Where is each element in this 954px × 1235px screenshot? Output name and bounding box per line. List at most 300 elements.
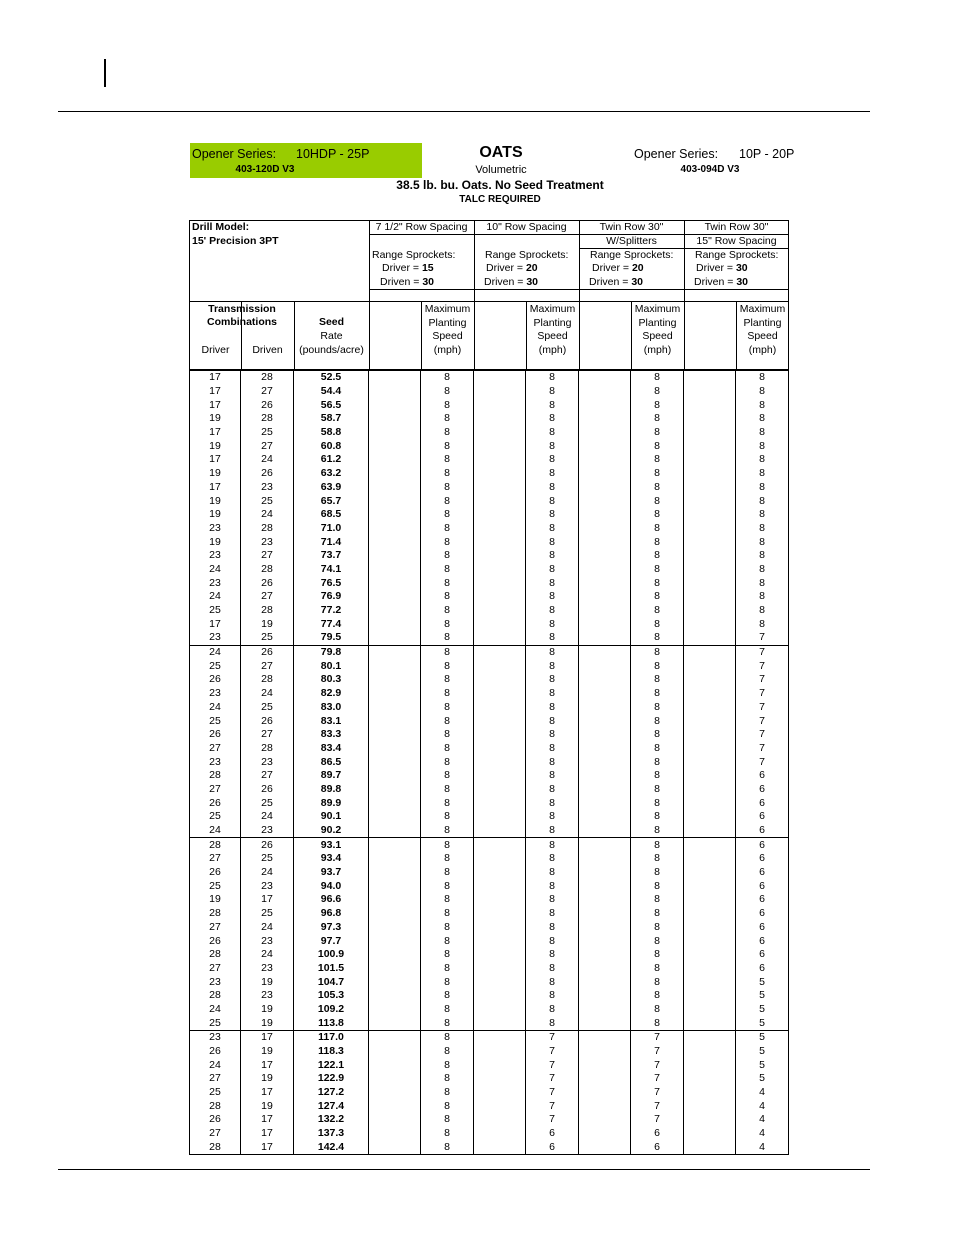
max-speed-twin-splitters-cell: 8 <box>631 467 684 481</box>
max-speed-7-5-cell: 8 <box>421 645 474 659</box>
empty-cell <box>474 1086 526 1100</box>
table-row <box>190 617 789 631</box>
max-speed-twin-splitters-cell: 7 <box>631 1045 684 1059</box>
table-row <box>190 796 789 810</box>
driver-cell: 19 <box>190 439 241 453</box>
left-opener-value: 10HDP - 25P <box>296 147 370 161</box>
max-speed-7-5-cell: 8 <box>421 439 474 453</box>
max-speed-10-cell: 8 <box>526 687 579 701</box>
driver-cell: 24 <box>190 590 241 604</box>
empty-cell <box>474 385 526 399</box>
empty-cell <box>684 1031 736 1045</box>
max-speed-twin-15-cell: 8 <box>736 385 789 399</box>
driven-cell: 24 <box>241 453 294 467</box>
table-row <box>190 1086 789 1100</box>
max-speed-twin-splitters-cell: 8 <box>631 604 684 618</box>
empty-cell <box>369 371 421 385</box>
empty-cell <box>579 714 631 728</box>
empty-cell <box>474 893 526 907</box>
max-speed-twin-15-cell: 6 <box>736 934 789 948</box>
max-speed-header-4-line-4: (mph) <box>748 343 777 356</box>
empty-cell <box>684 617 736 631</box>
max-speed-twin-15-cell: 6 <box>736 838 789 852</box>
driver-cell: 17 <box>190 453 241 467</box>
driver-cell: 17 <box>190 385 241 399</box>
empty-cell <box>684 453 736 467</box>
empty-cell <box>684 893 736 907</box>
empty-cell <box>369 385 421 399</box>
max-speed-10-cell: 8 <box>526 563 579 577</box>
max-speed-10-cell: 8 <box>526 701 579 715</box>
seed-rate-cell: 63.9 <box>294 481 369 495</box>
max-speed-twin-15-cell: 6 <box>736 893 789 907</box>
right-opener-label: Opener Series: <box>634 147 719 161</box>
seed-rate-cell: 93.7 <box>294 866 369 880</box>
max-speed-7-5-cell: 8 <box>421 426 474 440</box>
empty-cell <box>369 934 421 948</box>
max-speed-twin-15-cell: 6 <box>736 866 789 880</box>
driver-cell: 26 <box>190 866 241 880</box>
spacing-sub-3: W/Splitters <box>606 235 657 247</box>
driven-cell: 25 <box>241 907 294 921</box>
table-row <box>190 508 789 522</box>
empty-cell <box>579 1031 631 1045</box>
max-speed-twin-splitters-cell: 8 <box>631 1016 684 1030</box>
max-speed-twin-15-cell: 4 <box>736 1141 789 1155</box>
max-speed-twin-15-cell: 8 <box>736 508 789 522</box>
empty-cell <box>369 838 421 852</box>
max-speed-twin-splitters-cell: 8 <box>631 631 684 645</box>
driver-cell: 17 <box>190 426 241 440</box>
driven-cell: 25 <box>241 701 294 715</box>
max-speed-10-cell: 8 <box>526 590 579 604</box>
rate-label: Rate <box>320 330 343 342</box>
seed-rate-cell: 97.3 <box>294 921 369 935</box>
table-row <box>190 1058 789 1072</box>
max-speed-7-5-cell: 8 <box>421 1113 474 1127</box>
max-speed-twin-splitters-cell: 8 <box>631 412 684 426</box>
table-row <box>190 481 789 495</box>
empty-cell <box>579 1016 631 1030</box>
empty-cell <box>684 1045 736 1059</box>
max-speed-twin-15-cell: 5 <box>736 975 789 989</box>
max-speed-twin-15-cell: 8 <box>736 617 789 631</box>
empty-cell <box>474 948 526 962</box>
empty-cell <box>369 1016 421 1030</box>
empty-cell <box>579 989 631 1003</box>
empty-cell <box>369 439 421 453</box>
max-speed-7-5-cell: 8 <box>421 535 474 549</box>
empty-cell <box>474 576 526 590</box>
max-speed-twin-splitters-cell: 8 <box>631 617 684 631</box>
empty-cell <box>684 481 736 495</box>
driver-cell: 19 <box>190 467 241 481</box>
max-speed-10-cell: 8 <box>526 453 579 467</box>
driven-cell: 23 <box>241 989 294 1003</box>
max-speed-twin-15-cell: 4 <box>736 1086 789 1100</box>
seed-rate-cell: 89.8 <box>294 783 369 797</box>
max-speed-twin-splitters-cell: 8 <box>631 934 684 948</box>
max-speed-twin-splitters-cell: 7 <box>631 1072 684 1086</box>
max-speed-twin-15-cell: 6 <box>736 921 789 935</box>
max-speed-twin-15-cell: 8 <box>736 604 789 618</box>
seed-rate-cell: 89.9 <box>294 796 369 810</box>
max-speed-10-cell: 8 <box>526 934 579 948</box>
empty-cell <box>684 989 736 1003</box>
seed-rate-cell: 54.4 <box>294 385 369 399</box>
empty-cell <box>474 1058 526 1072</box>
max-speed-twin-15-cell: 8 <box>736 426 789 440</box>
empty-cell <box>684 796 736 810</box>
driven-cell: 19 <box>241 975 294 989</box>
driver-cell: 19 <box>190 494 241 508</box>
driven-cell: 25 <box>241 494 294 508</box>
driven-cell: 26 <box>241 467 294 481</box>
empty-cell <box>474 687 526 701</box>
table-row <box>190 701 789 715</box>
spacing-sub-4: 15" Row Spacing <box>696 235 777 247</box>
empty-cell <box>579 810 631 824</box>
max-speed-header-2-line-4: (mph) <box>538 343 567 356</box>
max-speed-twin-splitters-cell: 8 <box>631 852 684 866</box>
table-row <box>190 1031 789 1045</box>
seed-rate-cell: 96.6 <box>294 893 369 907</box>
drill-model-label: Drill Model: <box>192 221 250 233</box>
empty-cell <box>579 549 631 563</box>
driver-cell: 23 <box>190 1031 241 1045</box>
empty-cell <box>474 838 526 852</box>
table-row <box>190 659 789 673</box>
seed-rate-cell: 80.1 <box>294 659 369 673</box>
seed-rate-cell: 74.1 <box>294 563 369 577</box>
max-speed-header-3-line-3: Speed <box>642 330 673 343</box>
empty-cell <box>369 921 421 935</box>
empty-cell <box>474 824 526 838</box>
empty-cell <box>369 673 421 687</box>
empty-cell <box>684 645 736 659</box>
table-row <box>190 535 789 549</box>
empty-cell <box>474 1072 526 1086</box>
max-speed-twin-splitters-cell: 7 <box>631 1086 684 1100</box>
empty-cell <box>579 1045 631 1059</box>
max-speed-7-5-cell: 8 <box>421 934 474 948</box>
empty-cell <box>684 563 736 577</box>
empty-cell <box>684 852 736 866</box>
max-speed-7-5-cell: 8 <box>421 755 474 769</box>
empty-cell <box>474 590 526 604</box>
crop-title: OATS <box>479 144 523 161</box>
empty-cell <box>474 535 526 549</box>
empty-cell <box>369 535 421 549</box>
empty-cell <box>474 989 526 1003</box>
empty-cell <box>684 1086 736 1100</box>
empty-cell <box>474 742 526 756</box>
driver-cell: 17 <box>190 398 241 412</box>
driver-cell: 27 <box>190 962 241 976</box>
max-speed-7-5-cell: 8 <box>421 576 474 590</box>
table-row <box>190 852 789 866</box>
max-speed-twin-15-cell: 8 <box>736 590 789 604</box>
empty-cell <box>579 783 631 797</box>
max-speed-10-cell: 8 <box>526 866 579 880</box>
right-opener-value: 10P - 20P <box>739 147 795 161</box>
empty-cell <box>684 701 736 715</box>
empty-cell <box>369 755 421 769</box>
max-speed-twin-splitters-cell: 8 <box>631 879 684 893</box>
right-part-number: 403-094D V3 <box>680 164 740 175</box>
max-speed-twin-splitters-cell: 8 <box>631 590 684 604</box>
empty-cell <box>474 921 526 935</box>
table-row <box>190 673 789 687</box>
max-speed-7-5-cell: 8 <box>421 1016 474 1030</box>
empty-cell <box>579 755 631 769</box>
max-speed-7-5-cell: 8 <box>421 590 474 604</box>
max-speed-header-3-line-1: Maximum <box>634 303 681 315</box>
empty-cell <box>474 769 526 783</box>
seed-label: Seed <box>318 316 345 328</box>
empty-cell <box>369 975 421 989</box>
seed-rate-cell: 109.2 <box>294 1003 369 1017</box>
table-row <box>190 1016 789 1030</box>
max-speed-10-cell: 8 <box>526 810 579 824</box>
max-speed-10-cell: 7 <box>526 1086 579 1100</box>
max-speed-10-cell: 8 <box>526 439 579 453</box>
table-row <box>190 687 789 701</box>
driven-cell: 17 <box>241 1086 294 1100</box>
max-speed-twin-15-cell: 8 <box>736 563 789 577</box>
table-row <box>190 1127 789 1141</box>
max-speed-10-cell: 8 <box>526 962 579 976</box>
driver-sprocket-2: Driver = 20 <box>486 262 538 274</box>
max-speed-twin-15-cell: 8 <box>736 439 789 453</box>
driver-cell: 25 <box>190 1086 241 1100</box>
max-speed-7-5-cell: 8 <box>421 907 474 921</box>
max-speed-10-cell: 8 <box>526 783 579 797</box>
empty-cell <box>579 962 631 976</box>
seed-rate-cell: 104.7 <box>294 975 369 989</box>
empty-cell <box>579 1058 631 1072</box>
empty-cell <box>579 838 631 852</box>
driver-cell: 23 <box>190 576 241 590</box>
bottom-rule <box>58 1169 870 1170</box>
max-speed-7-5-cell: 8 <box>421 1072 474 1086</box>
empty-cell <box>474 714 526 728</box>
max-speed-twin-15-cell: 6 <box>736 962 789 976</box>
max-speed-7-5-cell: 8 <box>421 398 474 412</box>
table-row <box>190 948 789 962</box>
empty-cell <box>474 701 526 715</box>
max-speed-twin-splitters-cell: 8 <box>631 563 684 577</box>
driven-cell: 25 <box>241 852 294 866</box>
max-speed-twin-splitters-cell: 8 <box>631 494 684 508</box>
empty-cell <box>369 948 421 962</box>
driver-cell: 19 <box>190 535 241 549</box>
empty-cell <box>684 604 736 618</box>
empty-cell <box>474 467 526 481</box>
empty-cell <box>369 576 421 590</box>
max-speed-twin-15-cell: 7 <box>736 631 789 645</box>
max-speed-twin-splitters-cell: 8 <box>631 535 684 549</box>
empty-cell <box>474 1099 526 1113</box>
driver-cell: 27 <box>190 783 241 797</box>
driven-cell: 19 <box>241 617 294 631</box>
seed-rate-cell: 83.3 <box>294 728 369 742</box>
empty-cell <box>474 728 526 742</box>
table-row <box>190 962 789 976</box>
max-speed-10-cell: 8 <box>526 1016 579 1030</box>
empty-cell <box>369 494 421 508</box>
empty-cell <box>579 617 631 631</box>
max-speed-twin-15-cell: 7 <box>736 659 789 673</box>
max-speed-10-cell: 8 <box>526 1003 579 1017</box>
empty-cell <box>474 1045 526 1059</box>
max-speed-twin-15-cell: 8 <box>736 398 789 412</box>
empty-cell <box>369 879 421 893</box>
max-speed-7-5-cell: 8 <box>421 673 474 687</box>
empty-cell <box>579 893 631 907</box>
left-part-number: 403-120D V3 <box>235 164 295 175</box>
driven-cell: 27 <box>241 439 294 453</box>
seed-rate-cell: 76.9 <box>294 590 369 604</box>
max-speed-twin-15-cell: 8 <box>736 494 789 508</box>
empty-cell <box>474 755 526 769</box>
max-speed-twin-splitters-cell: 8 <box>631 453 684 467</box>
max-speed-10-cell: 8 <box>526 852 579 866</box>
empty-cell <box>579 1099 631 1113</box>
driven-cell: 28 <box>241 522 294 536</box>
seed-rate-cell: 71.0 <box>294 522 369 536</box>
table-row <box>190 467 789 481</box>
max-speed-twin-splitters-cell: 8 <box>631 769 684 783</box>
empty-cell <box>369 824 421 838</box>
max-speed-10-cell: 8 <box>526 522 579 536</box>
driver-cell: 28 <box>190 948 241 962</box>
max-speed-10-cell: 8 <box>526 494 579 508</box>
max-speed-twin-splitters-cell: 8 <box>631 549 684 563</box>
max-speed-7-5-cell: 8 <box>421 549 474 563</box>
max-speed-twin-splitters-cell: 8 <box>631 989 684 1003</box>
empty-cell <box>579 1086 631 1100</box>
driven-cell: 28 <box>241 412 294 426</box>
empty-cell <box>579 687 631 701</box>
driver-cell: 25 <box>190 1016 241 1030</box>
max-speed-7-5-cell: 8 <box>421 385 474 399</box>
empty-cell <box>474 617 526 631</box>
max-speed-twin-splitters-cell: 8 <box>631 426 684 440</box>
empty-cell <box>579 1127 631 1141</box>
driver-cell: 25 <box>190 714 241 728</box>
seed-rate-cell: 83.4 <box>294 742 369 756</box>
empty-cell <box>474 1127 526 1141</box>
max-speed-10-cell: 8 <box>526 907 579 921</box>
max-speed-twin-15-cell: 8 <box>736 371 789 385</box>
table-row <box>190 810 789 824</box>
empty-cell <box>684 1127 736 1141</box>
spacing-header-3: Twin Row 30" <box>599 221 664 233</box>
empty-cell <box>684 508 736 522</box>
driver-cell: 27 <box>190 742 241 756</box>
max-speed-10-cell: 8 <box>526 645 579 659</box>
seed-rate-cell: 77.2 <box>294 604 369 618</box>
driven-cell: 24 <box>241 921 294 935</box>
empty-cell <box>579 508 631 522</box>
empty-cell <box>684 1003 736 1017</box>
max-speed-twin-splitters-cell: 8 <box>631 522 684 536</box>
seed-rate-cell: 94.0 <box>294 879 369 893</box>
max-speed-twin-splitters-cell: 8 <box>631 439 684 453</box>
max-speed-twin-15-cell: 6 <box>736 810 789 824</box>
empty-cell <box>684 824 736 838</box>
empty-cell <box>474 810 526 824</box>
table-row <box>190 412 789 426</box>
max-speed-7-5-cell: 8 <box>421 975 474 989</box>
max-speed-10-cell: 8 <box>526 604 579 618</box>
empty-cell <box>369 701 421 715</box>
driven-cell: 27 <box>241 728 294 742</box>
seed-rate-cell: 79.5 <box>294 631 369 645</box>
seed-rate-cell: 58.7 <box>294 412 369 426</box>
driven-cell: 23 <box>241 481 294 495</box>
empty-cell <box>474 962 526 976</box>
max-speed-7-5-cell: 8 <box>421 866 474 880</box>
empty-cell <box>369 522 421 536</box>
empty-cell <box>369 508 421 522</box>
table-row <box>190 645 789 659</box>
empty-cell <box>579 769 631 783</box>
max-speed-twin-splitters-cell: 8 <box>631 824 684 838</box>
seed-rate-cell: 52.5 <box>294 371 369 385</box>
empty-cell <box>579 631 631 645</box>
max-speed-10-cell: 8 <box>526 948 579 962</box>
empty-cell <box>684 769 736 783</box>
max-speed-7-5-cell: 8 <box>421 728 474 742</box>
table-row <box>190 934 789 948</box>
seed-description: 38.5 lb. bu. Oats. No Seed Treatment <box>396 178 604 192</box>
seed-rate-cell: 83.1 <box>294 714 369 728</box>
driven-cell: 23 <box>241 934 294 948</box>
seed-rate-cell: 97.7 <box>294 934 369 948</box>
empty-cell <box>369 1086 421 1100</box>
empty-cell <box>684 948 736 962</box>
empty-cell <box>579 921 631 935</box>
seed-rate-cell: 79.8 <box>294 645 369 659</box>
empty-cell <box>369 631 421 645</box>
seed-rate-cell: 63.2 <box>294 467 369 481</box>
driver-cell: 26 <box>190 673 241 687</box>
driver-cell: 25 <box>190 659 241 673</box>
empty-cell <box>684 549 736 563</box>
driven-sprocket-1: Driven = 30 <box>380 276 434 288</box>
max-speed-twin-15-cell: 6 <box>736 769 789 783</box>
max-speed-7-5-cell: 8 <box>421 412 474 426</box>
empty-cell <box>579 604 631 618</box>
driver-cell: 26 <box>190 934 241 948</box>
driver-cell: 24 <box>190 645 241 659</box>
seed-rate-cell: 86.5 <box>294 755 369 769</box>
driver-cell: 23 <box>190 522 241 536</box>
seed-rate-cell: 90.1 <box>294 810 369 824</box>
max-speed-twin-splitters-cell: 8 <box>631 714 684 728</box>
max-speed-twin-15-cell: 8 <box>736 549 789 563</box>
driven-cell: 19 <box>241 1099 294 1113</box>
max-speed-twin-15-cell: 4 <box>736 1099 789 1113</box>
max-speed-10-cell: 6 <box>526 1141 579 1155</box>
seed-rate-cell: 82.9 <box>294 687 369 701</box>
empty-cell <box>684 728 736 742</box>
table-row <box>190 576 789 590</box>
max-speed-twin-splitters-cell: 8 <box>631 371 684 385</box>
empty-cell <box>474 494 526 508</box>
